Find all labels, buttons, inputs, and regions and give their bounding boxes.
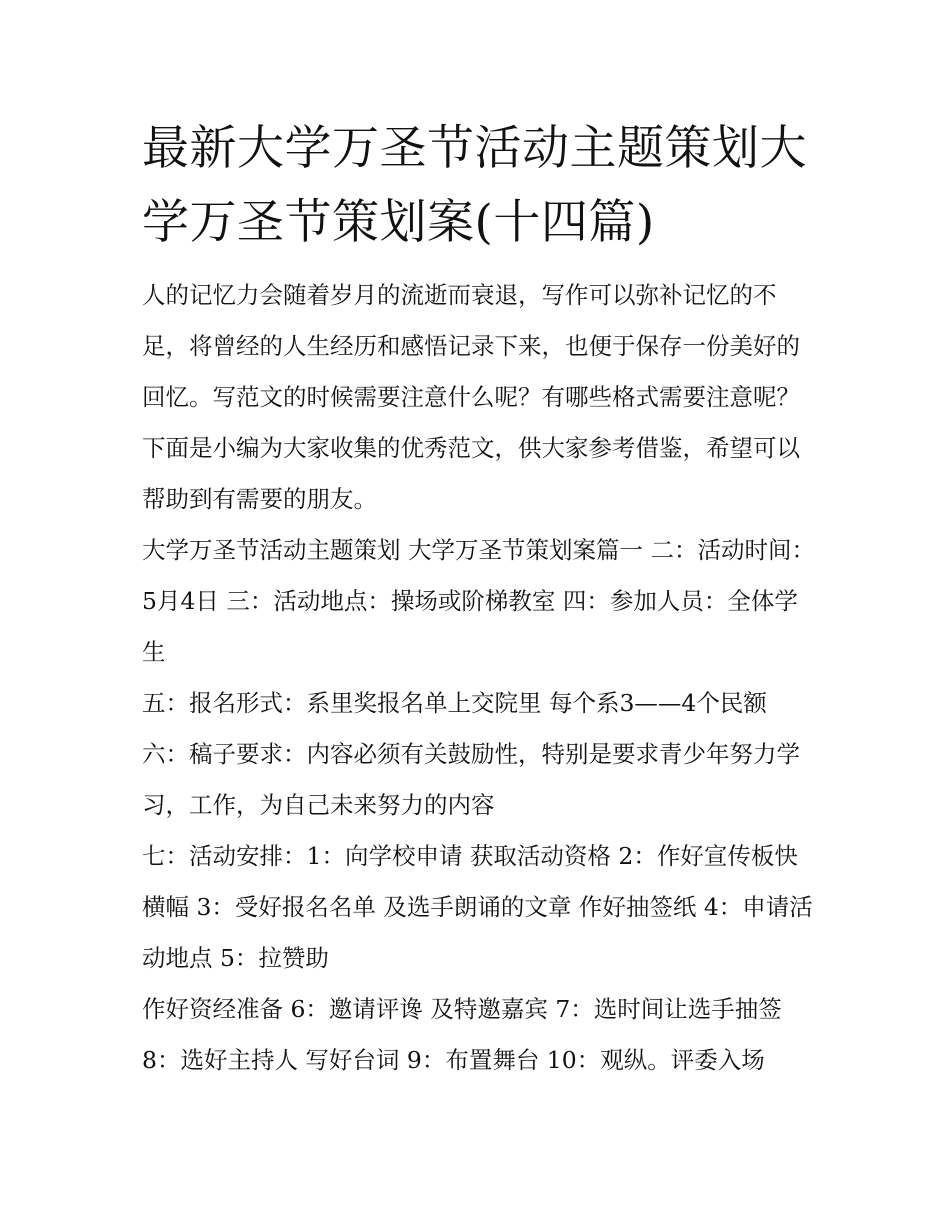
manuscript-requirements-paragraph: 六：稿子要求：内容必须有关鼓励性，特别是要求青少年努力学习，工作，为自己未来努力的内容 xyxy=(142,740,800,819)
activity-time-location-paragraph: 大学万圣节活动主题策划 大学万圣节策划案篇一 二：活动时间：5月4日 三：活动地点：操场或阶梯教室 四：参加人员：全体学生 xyxy=(142,536,815,666)
document-body xyxy=(142,112,817,1086)
registration-paragraph: 五：报名形式：系里奖报名单上交院里 每个系3——4个民额 xyxy=(142,689,767,717)
preparation-paragraph: 作好资经准备 6：邀请评谗 及特邀嘉宾 7：选时间让选手抽签 8：选好主持人 写好台词 9：布置舞台 10：观纵。评委入场 xyxy=(142,995,782,1074)
intro-paragraph: 人的记忆力会随着岁月的流逝而衰退，写作可以弥补记忆的不足，将曾经的人生经历和感悟记录下来，也便于保存一份美好的回忆。写范文的时候需要注意什么呢？有哪些格式需要注意呢？下面是小编为大家收集的优秀范文，供大家参考借鉴，希望可以帮助到有需要的朋友。 xyxy=(142,281,800,513)
document-title: 最新大学万圣节活动主题策划大学万圣节策划案(十四篇) xyxy=(142,121,807,250)
activity-arrangement-paragraph: 七：活动安排：1：向学校申请 获取活动资格 2：作好宣传板快 横幅 3：受好报名名单 及选手朗诵的文章 作好抽签纸 4：申请活动地点 5：拉赞助 xyxy=(142,842,813,972)
